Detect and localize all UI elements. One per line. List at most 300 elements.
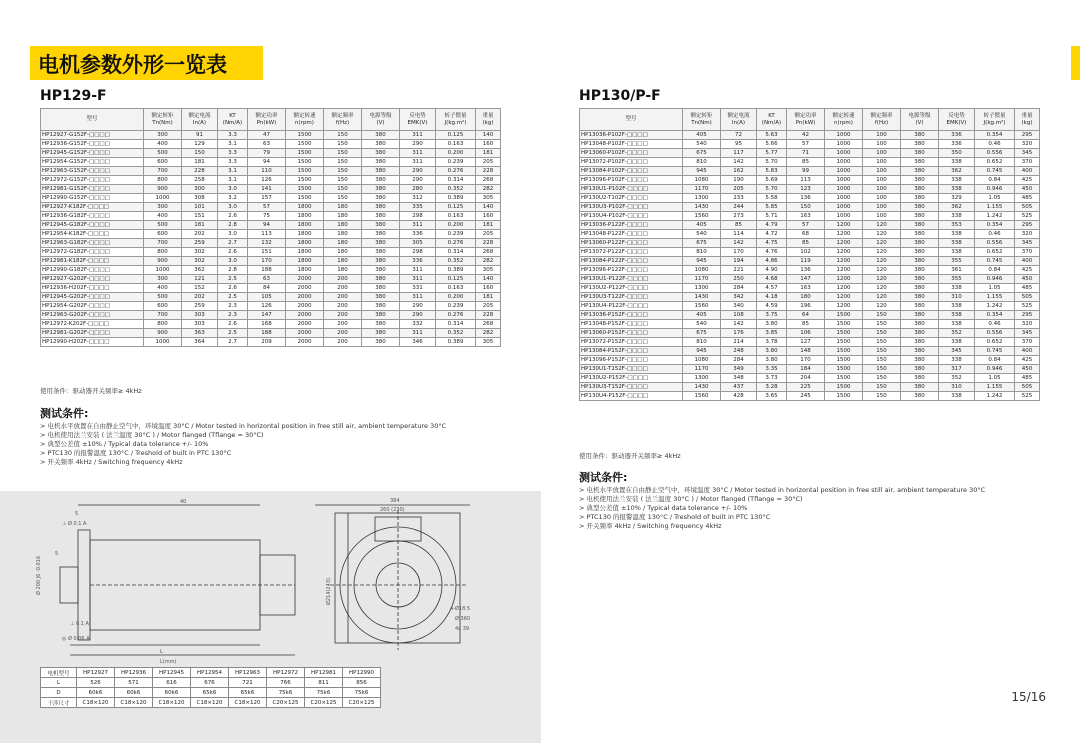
table-row (41, 311, 501, 320)
table-cell: 380 (362, 221, 400, 230)
table-cell: 310 (939, 383, 975, 392)
col-header: 额定功率 Pn(kW) (787, 109, 825, 131)
table-cell: 117 (721, 149, 757, 158)
table-row (580, 338, 1040, 347)
table-row (580, 158, 1040, 167)
table-cell: 127 (787, 338, 825, 347)
table-cell: 259 (182, 302, 218, 311)
table-cell: 1200 (825, 293, 863, 302)
table-cell: 162 (721, 167, 757, 176)
table-cell: 505 (1015, 203, 1040, 212)
table-cell: 500 (144, 221, 182, 230)
table-cell: 380 (901, 266, 939, 275)
table-cell: 400 (1015, 257, 1040, 266)
table-cell: 600 (144, 158, 182, 167)
table-cell: 151 (182, 212, 218, 221)
test-conditions-right (579, 486, 985, 531)
table-cell: 4.79 (757, 221, 787, 230)
table-cell: 2.8 (218, 266, 248, 275)
table-cell: 338 (939, 239, 975, 248)
table-cell: HP13072-P122F-□□□□ (580, 248, 683, 257)
tol-3: ⊥ 0.1 A (70, 621, 89, 627)
dim-cell: HP12945 (153, 668, 191, 678)
table-cell: 1200 (825, 302, 863, 311)
dim-cell: 75k6 (305, 688, 343, 698)
table-cell: 5.83 (757, 167, 787, 176)
table-cell: 0.389 (436, 338, 476, 347)
table-cell: 450 (1015, 365, 1040, 374)
table-cell: 0.46 (975, 320, 1015, 329)
dim-cell: C20×125 (267, 698, 305, 708)
table-cell: 63 (248, 275, 286, 284)
table-cell: 94 (248, 221, 286, 230)
dim-bottom2: L(mm) (160, 659, 177, 665)
col-header: 反电势 EMK(V) (400, 109, 436, 131)
dim-row (41, 668, 381, 678)
dim-cell: C18×120 (77, 698, 115, 708)
dim-cell: 60k6 (153, 688, 191, 698)
table-cell: 150 (324, 167, 362, 176)
table-cell: 181 (476, 149, 501, 158)
table-cell: 0.239 (436, 302, 476, 311)
dim-row (41, 678, 381, 688)
table-cell: 3.1 (218, 167, 248, 176)
table-cell: 100 (863, 203, 901, 212)
table-cell: 282 (476, 257, 501, 266)
table-cell: 298 (400, 248, 436, 257)
table-cell: 1200 (825, 239, 863, 248)
table-cell: HP12981-K182F-□□□□ (41, 257, 144, 266)
table-cell: 900 (144, 257, 182, 266)
table-cell: 1500 (825, 320, 863, 329)
table-row (580, 239, 1040, 248)
test-conditions-left (40, 422, 446, 467)
usage-note-left: 使用条件：驱动器开关频率≥ 4kHz (40, 387, 142, 395)
table-cell: 120 (863, 284, 901, 293)
dim-cell: C20×125 (305, 698, 343, 708)
dim-cell: HP12927 (77, 668, 115, 678)
table-cell: 2000 (286, 311, 324, 320)
table-cell: 345 (939, 347, 975, 356)
table-cell: 150 (863, 392, 901, 401)
table-cell: 150 (324, 176, 362, 185)
table-cell: 1430 (683, 383, 721, 392)
table-cell: 1800 (286, 257, 324, 266)
table-cell: 2000 (286, 329, 324, 338)
table-cell: 1500 (825, 365, 863, 374)
table-cell: 336 (400, 257, 436, 266)
table-row (41, 329, 501, 338)
table-row (41, 149, 501, 158)
dim-cell: 干涉尺寸 (41, 698, 77, 708)
table-cell: HP12936-H202F-□□□□ (41, 284, 144, 293)
table-cell: 338 (939, 284, 975, 293)
table-cell: 1.05 (975, 284, 1015, 293)
test-condition-line: > 电机水平放置在自由静止空气中，环境温度 30°C / Motor tested in horizontal position in free still air, ambient temperature 30°C (40, 422, 447, 430)
table-cell: 205 (476, 158, 501, 167)
table-cell: 1800 (286, 239, 324, 248)
table-cell: 800 (144, 320, 182, 329)
table-cell: 63 (248, 140, 286, 149)
table-cell: 1500 (286, 167, 324, 176)
table-cell: 350 (939, 149, 975, 158)
table-cell: 150 (863, 383, 901, 392)
table-cell: 1000 (825, 212, 863, 221)
table-cell: 1.155 (975, 203, 1015, 212)
table-cell: 600 (144, 230, 182, 239)
table-row (41, 131, 501, 140)
table-cell: 380 (901, 356, 939, 365)
table-cell: 5.77 (757, 149, 787, 158)
table-cell: 150 (324, 140, 362, 149)
table-cell: HP13048-P122F-□□□□ (580, 230, 683, 239)
table-row (41, 176, 501, 185)
dim-cell: 766 (267, 678, 305, 688)
table-cell: HP12990-G152F-□□□□ (41, 194, 144, 203)
table-cell: 1500 (286, 194, 324, 203)
table-cell: 1500 (286, 185, 324, 194)
table-cell: 338 (939, 302, 975, 311)
table-cell: 3.80 (757, 320, 787, 329)
table-cell: 0.314 (436, 248, 476, 257)
table-cell: HP12981-G202F-□□□□ (41, 329, 144, 338)
dim-cell: HP12972 (267, 668, 305, 678)
col-header: 型号 (41, 109, 144, 131)
table-cell: 295 (1015, 131, 1040, 140)
table-cell: 1000 (825, 185, 863, 194)
dim-cell: HP12936 (115, 668, 153, 678)
table-cell: 311 (400, 149, 436, 158)
table-cell: 525 (1015, 392, 1040, 401)
table-cell: 380 (362, 293, 400, 302)
col-header: 额定转速 n(rpm) (286, 109, 324, 131)
table-cell: HP13060-P122F-□□□□ (580, 239, 683, 248)
table-cell: 136 (787, 266, 825, 275)
table-cell: 380 (901, 293, 939, 302)
table-cell: 345 (1015, 329, 1040, 338)
table-cell: 400 (1015, 167, 1040, 176)
table-cell: 312 (400, 194, 436, 203)
table-row (580, 383, 1040, 392)
table-cell: 2000 (286, 275, 324, 284)
table-cell: 5.58 (757, 194, 787, 203)
table-cell: 2000 (286, 293, 324, 302)
table-cell: 305 (400, 239, 436, 248)
dim-cell: HP12981 (305, 668, 343, 678)
table-cell: 105 (248, 293, 286, 302)
table-cell: 425 (1015, 266, 1040, 275)
table-cell: 142 (721, 320, 757, 329)
table-cell: 200 (324, 284, 362, 293)
table-cell: 346 (400, 338, 436, 347)
dim-bottom: L (160, 649, 163, 655)
table-cell: 202 (182, 293, 218, 302)
table-cell: HP130U1-T152F-□□□□ (580, 365, 683, 374)
dim-cell: 75k6 (343, 688, 381, 698)
table-cell: 142 (721, 158, 757, 167)
table-cell: 100 (863, 131, 901, 140)
table-cell: 75 (248, 212, 286, 221)
page-title: 电机参数外形一览表 (38, 53, 227, 77)
table-cell: 258 (182, 176, 218, 185)
table-cell: 331 (400, 284, 436, 293)
table-cell: 0.389 (436, 194, 476, 203)
table-cell: 3.80 (757, 347, 787, 356)
table-cell: 311 (400, 329, 436, 338)
table-cell: 380 (901, 185, 939, 194)
dim-cell: C18×120 (229, 698, 267, 708)
table-cell: 700 (144, 311, 182, 320)
table-cell: 3.0 (218, 203, 248, 212)
table-cell: 1500 (286, 131, 324, 140)
table-cell: 500 (144, 293, 182, 302)
table-cell: 380 (362, 212, 400, 221)
table-cell: 1200 (825, 230, 863, 239)
dim-d3: 4x 39 (455, 626, 470, 632)
table-cell: 525 (1015, 212, 1040, 221)
table-cell: 0.163 (436, 140, 476, 149)
table-cell: 0.745 (975, 347, 1015, 356)
table-cell: 3.0 (218, 185, 248, 194)
table-cell: HP12936-G182F-□□□□ (41, 212, 144, 221)
table-cell: 1170 (683, 365, 721, 374)
table-cell: 0.556 (975, 329, 1015, 338)
table-cell: 380 (362, 248, 400, 257)
table-cell: HP130U2-P122F-□□□□ (580, 284, 683, 293)
table-cell: 5.66 (757, 140, 787, 149)
table-cell: HP12963-G202F-□□□□ (41, 311, 144, 320)
table-cell: 5.63 (757, 131, 787, 140)
dim-cell: HP12963 (229, 668, 267, 678)
table-cell: 0.276 (436, 311, 476, 320)
table-cell: 1500 (286, 176, 324, 185)
table-cell: 2.6 (218, 284, 248, 293)
table-cell: 1.05 (975, 194, 1015, 203)
table-cell: 0.354 (975, 311, 1015, 320)
table-row (41, 302, 501, 311)
table-cell: 370 (1015, 158, 1040, 167)
table-cell: 303 (182, 320, 218, 329)
table-row (580, 374, 1040, 383)
table-cell: 338 (939, 392, 975, 401)
table-cell: 180 (787, 293, 825, 302)
table-cell: 675 (683, 239, 721, 248)
table-cell: 3.75 (757, 311, 787, 320)
table-cell: 244 (721, 203, 757, 212)
table-cell: 1300 (683, 284, 721, 293)
table-cell: 4.90 (757, 266, 787, 275)
side-tab (1071, 46, 1080, 80)
table-cell: 380 (362, 302, 400, 311)
right-model-title: HP130/P-F (579, 88, 661, 104)
table-cell: 0.946 (975, 275, 1015, 284)
table-cell: 0.745 (975, 167, 1015, 176)
table-cell: 4.75 (757, 239, 787, 248)
table-cell: 900 (144, 329, 182, 338)
table-cell: 425 (1015, 356, 1040, 365)
test-title-right: 测试条件: (579, 471, 628, 484)
table-cell: 1.242 (975, 302, 1015, 311)
table-cell: 3.1 (218, 176, 248, 185)
table-row (580, 275, 1040, 284)
table-cell: 126 (248, 176, 286, 185)
table-cell: 1500 (825, 329, 863, 338)
table-cell: 400 (144, 284, 182, 293)
title-banner (30, 46, 263, 80)
table-cell: 2000 (286, 284, 324, 293)
table-cell: 295 (1015, 221, 1040, 230)
table-cell: 181 (476, 293, 501, 302)
table-cell: 0.352 (436, 329, 476, 338)
table-cell: 1200 (825, 221, 863, 230)
table-row (41, 257, 501, 266)
table-row (580, 257, 1040, 266)
table-cell: 0.84 (975, 356, 1015, 365)
dim-cell: HP12990 (343, 668, 381, 678)
dim-cell: L (41, 678, 77, 688)
table-cell: 0.946 (975, 365, 1015, 374)
table-cell: 340 (721, 302, 757, 311)
table-cell: 1.05 (975, 374, 1015, 383)
test-condition-line: > 电机使用法兰安装 ( 法兰温度 30°C ) / Motor flanged (Tflange = 30°C) (579, 495, 803, 503)
table-cell: 0.652 (975, 248, 1015, 257)
table-cell: 2.7 (218, 239, 248, 248)
test-condition-line: > 电机使用法兰安装 ( 法兰温度 30°C ) / Motor flanged (Tflange = 30°C) (40, 431, 264, 439)
table-cell: 1800 (286, 212, 324, 221)
table-cell: HP12990-H202F-□□□□ (41, 338, 144, 347)
table-cell: 945 (683, 167, 721, 176)
table-cell: 1500 (825, 383, 863, 392)
table-cell: HP130U3-P102F-□□□□ (580, 203, 683, 212)
table-row (580, 320, 1040, 329)
table-cell: 1000 (825, 158, 863, 167)
table-cell: 380 (362, 320, 400, 329)
table-cell: 3.65 (757, 392, 787, 401)
table-cell: 72 (721, 131, 757, 140)
table-cell: 305 (476, 266, 501, 275)
table-row (41, 221, 501, 230)
table-cell: 2000 (286, 320, 324, 329)
table-row (580, 149, 1040, 158)
col-header: 反电势 EMK(V) (939, 109, 975, 131)
table-cell: 945 (683, 257, 721, 266)
table-row (580, 392, 1040, 401)
table-cell: 100 (863, 158, 901, 167)
table-cell: 4.59 (757, 302, 787, 311)
table-cell: 5.70 (757, 158, 787, 167)
table-cell: 380 (362, 239, 400, 248)
table-cell: 280 (400, 185, 436, 194)
dim-cell: 676 (191, 678, 229, 688)
table-cell: HP13072-P102F-□□□□ (580, 158, 683, 167)
table-cell: 150 (863, 320, 901, 329)
table-cell: HP13096-P152F-□□□□ (580, 356, 683, 365)
table-cell: 102 (787, 248, 825, 257)
table-cell: 282 (476, 185, 501, 194)
table-row (41, 230, 501, 239)
table-row (41, 212, 501, 221)
table-row (41, 185, 501, 194)
table-cell: 2.7 (218, 338, 248, 347)
table-row (580, 176, 1040, 185)
table-cell: 370 (1015, 248, 1040, 257)
table-cell: 380 (362, 266, 400, 275)
table-cell: 1800 (286, 221, 324, 230)
table-cell: 204 (787, 374, 825, 383)
table-cell: 4.76 (757, 248, 787, 257)
col-header: 重量 (kg) (476, 109, 501, 131)
table-cell: 110 (248, 167, 286, 176)
table-cell: 71 (787, 149, 825, 158)
table-cell: 311 (400, 221, 436, 230)
table-cell: 85 (787, 158, 825, 167)
table-cell: 85 (787, 239, 825, 248)
table-cell: 1080 (683, 266, 721, 275)
table-cell: 1500 (286, 140, 324, 149)
table-row (41, 158, 501, 167)
table-cell: 3.3 (218, 131, 248, 140)
table-cell: HP12927-G152F-□□□□ (41, 131, 144, 140)
col-header: 电源等级 (V) (901, 109, 939, 131)
table-cell: 79 (248, 149, 286, 158)
table-cell: HP12963-G182F-□□□□ (41, 239, 144, 248)
table-cell: 170 (787, 356, 825, 365)
table-cell: 310 (939, 293, 975, 302)
table-cell: 290 (400, 167, 436, 176)
left-model-title: HP129-F (40, 88, 107, 104)
table-cell: 0.125 (436, 203, 476, 212)
table-cell: 1170 (683, 275, 721, 284)
table-cell: 209 (248, 338, 286, 347)
table-row (580, 329, 1040, 338)
table-cell: 100 (863, 185, 901, 194)
table-cell: 3.85 (757, 329, 787, 338)
table-cell: 352 (939, 329, 975, 338)
table-cell: 1.155 (975, 383, 1015, 392)
table-row (41, 275, 501, 284)
table-cell: 4.86 (757, 257, 787, 266)
table-cell: 157 (248, 194, 286, 203)
table-cell: HP130U1-P102F-□□□□ (580, 185, 683, 194)
table-row (580, 365, 1040, 374)
table-cell: 338 (939, 185, 975, 194)
dim-row (41, 688, 381, 698)
test-condition-line: > 开关频率 4kHz / Switching frequency 4kHz (579, 522, 722, 530)
table-cell: 3.2 (218, 194, 248, 203)
table-cell: HP12954-G152F-□□□□ (41, 158, 144, 167)
table-cell: 1500 (286, 158, 324, 167)
table-cell: 311 (400, 266, 436, 275)
table-cell: 338 (939, 212, 975, 221)
table-cell: 120 (863, 275, 901, 284)
col-header: 转子惯量 J(kg.m²) (436, 109, 476, 131)
table-cell: 1000 (144, 266, 182, 275)
table-cell: 345 (1015, 239, 1040, 248)
table-cell: HP130U2-P152F-□□□□ (580, 374, 683, 383)
table-cell: 1560 (683, 392, 721, 401)
test-condition-line: > 典型公差值 ±10% / Typical data tolerance +/- 10% (579, 504, 748, 512)
table-cell: 0.200 (436, 221, 476, 230)
table-cell: 120 (863, 221, 901, 230)
table-cell: HP12990-G182F-□□□□ (41, 266, 144, 275)
table-cell: 3.0 (218, 257, 248, 266)
table-cell: 284 (721, 284, 757, 293)
table-cell: 338 (939, 356, 975, 365)
table-cell: 3.0 (218, 230, 248, 239)
dim-a: 5 (75, 511, 79, 517)
table-cell: 380 (362, 257, 400, 266)
table-cell: 200 (324, 275, 362, 284)
